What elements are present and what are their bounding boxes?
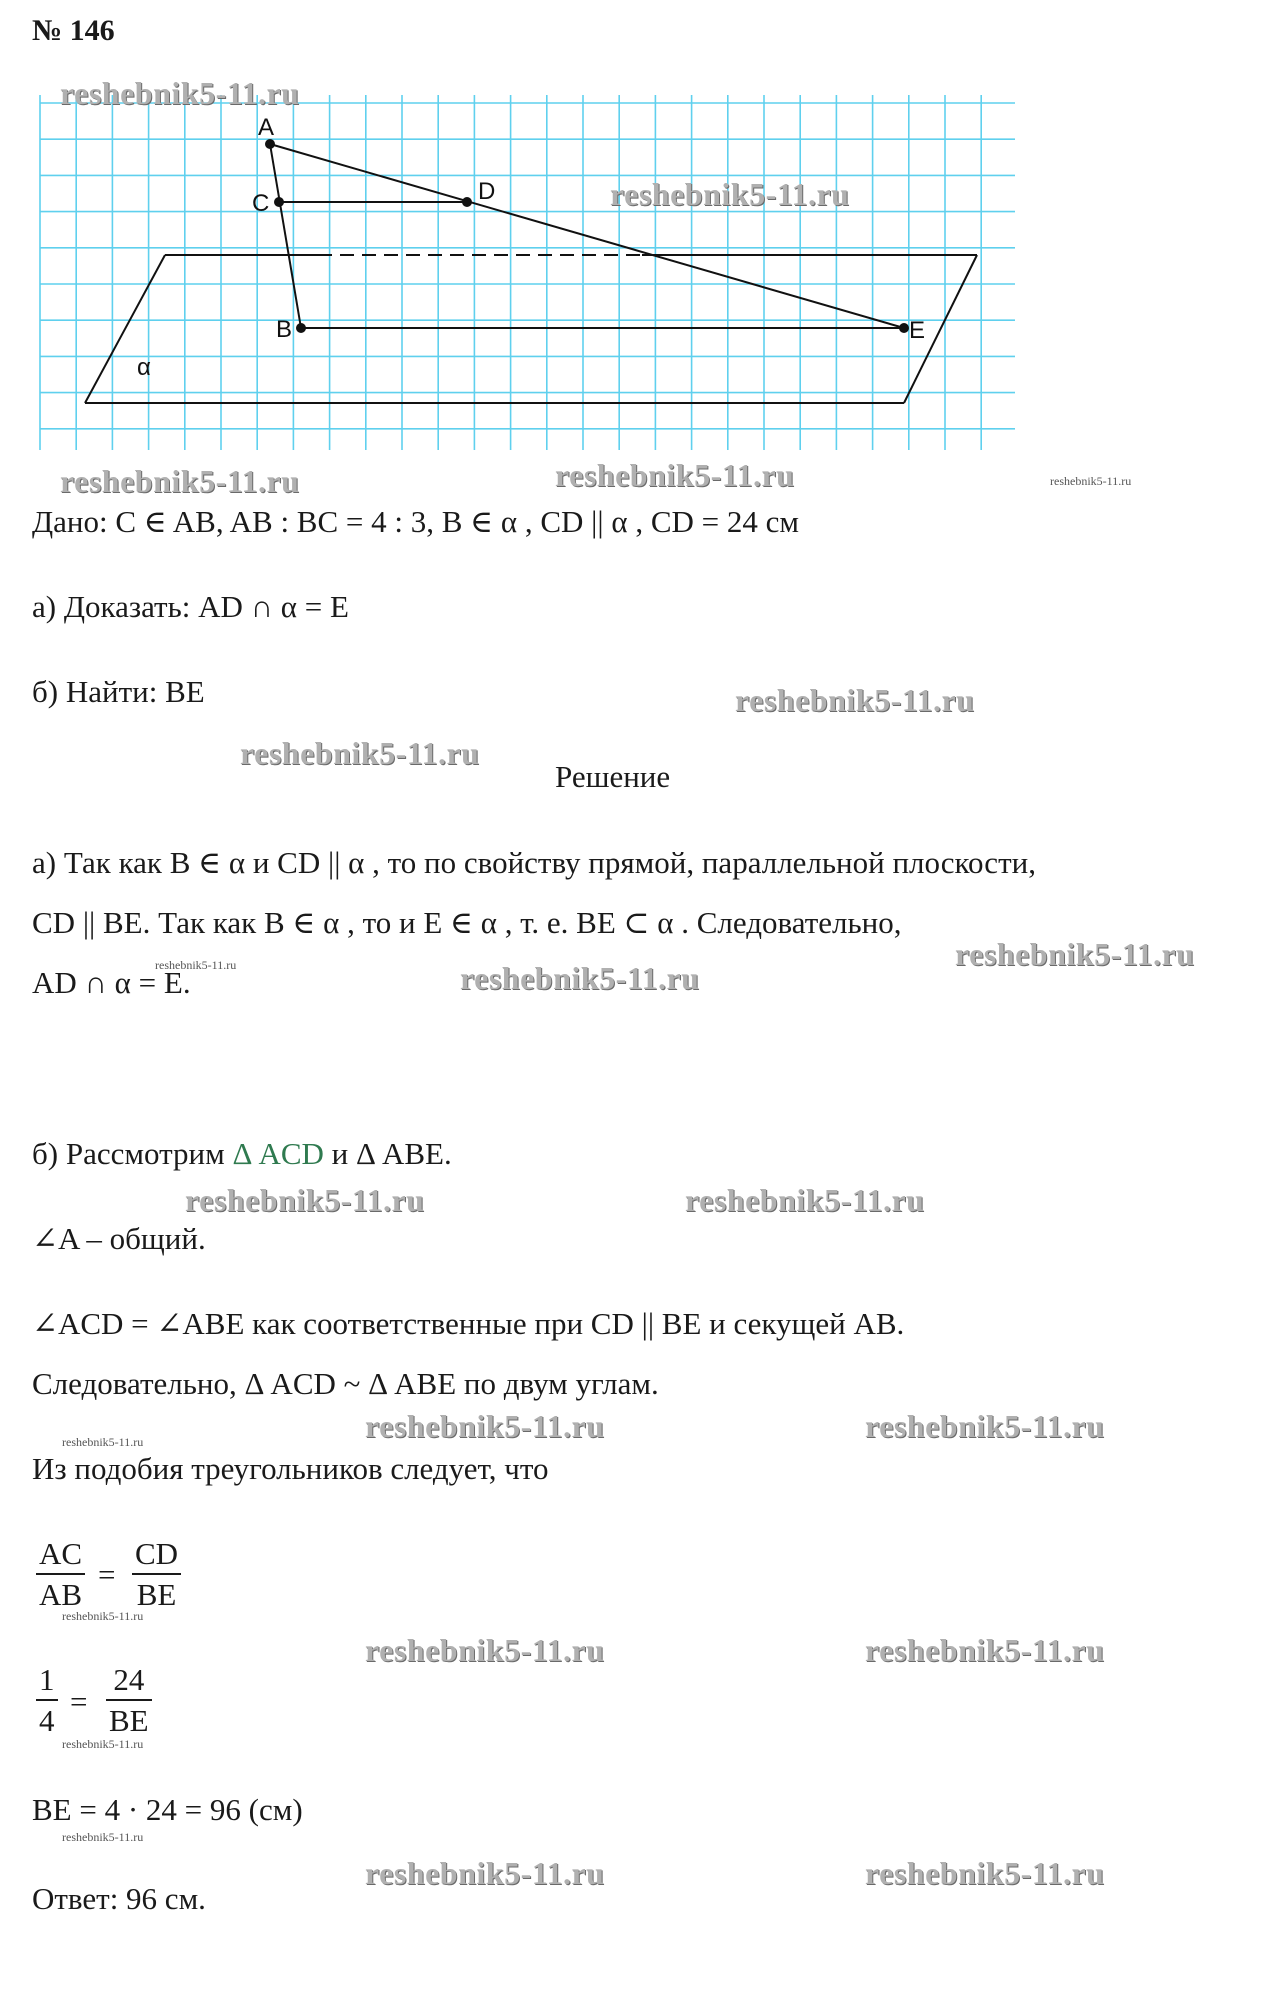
angle-a-common: ∠A – общий. [32,1221,206,1256]
watermark: reshebnik5-11.ru [685,1182,925,1218]
fraction-denominator: AB [36,1573,85,1610]
problem-number: № 146 [32,14,115,47]
watermark-small: reshebnik5-11.ru [62,1830,144,1844]
angles-equal: ∠ACD = ∠ABE как соответственные при CD || BE и секущей AB. [32,1306,905,1341]
label-c: C [252,190,270,217]
fraction-denominator: 4 [36,1699,58,1736]
fraction-ac-ab [36,1538,85,1610]
given-line: Дано: C ∈ AB, AB : BC = 4 : 3, B ∈ α , CD || α , CD = 24 см [32,504,800,539]
watermark: reshebnik5-11.ru [865,1408,1105,1444]
task-a: а) Доказать: AD ∩ α = E [32,589,349,624]
watermark: reshebnik5-11.ru [240,735,480,771]
watermark: reshebnik5-11.ru [60,463,300,499]
label-e: E [909,317,926,344]
fraction-24-be [106,1664,152,1736]
watermark: reshebnik5-11.ru [365,1408,605,1444]
part-a-line3: AD ∩ α = E. [32,965,191,1000]
label-b: B [276,316,293,343]
similarity-line: Следовательно, Δ ACD ~ Δ ABE по двум углам. [32,1366,659,1401]
watermark: reshebnik5-11.ru [865,1632,1105,1668]
part-a-line1: а) Так как B ∈ α и CD || α , то по свойству прямой, параллельной плоскости, [32,845,1036,880]
watermark: reshebnik5-11.ru [60,75,300,111]
watermark: reshebnik5-11.ru [365,1632,605,1668]
fraction-denominator: BE [132,1573,181,1610]
watermark-small: reshebnik5-11.ru [1050,474,1132,488]
grid-background [40,95,1015,450]
watermark-small: reshebnik5-11.ru [155,958,237,972]
watermark: reshebnik5-11.ru [610,176,850,212]
watermark: reshebnik5-11.ru [460,960,700,996]
label-d: D [478,178,496,205]
watermark-small: reshebnik5-11.ru [62,1609,144,1623]
watermark-small: reshebnik5-11.ru [62,1435,144,1449]
equals-sign: = [98,1557,116,1592]
fraction-1-4 [36,1664,58,1736]
equals-sign: = [70,1684,88,1719]
part-a-line2: CD || BE. Так как B ∈ α , то и E ∈ α , т. е. BE ⊂ α . Следовательно, [32,905,902,940]
fraction-cd-be [132,1538,181,1610]
label-a: A [258,114,275,141]
consider-suffix: и Δ ABE. [323,1136,452,1171]
watermark: reshebnik5-11.ru [865,1855,1105,1891]
watermark: reshebnik5-11.ru [365,1855,605,1891]
geometry-figure [30,95,1020,455]
watermark: reshebnik5-11.ru [185,1182,425,1218]
watermark: reshebnik5-11.ru [955,936,1195,972]
fraction-numerator: 1 [39,1662,55,1697]
fraction-numerator: 24 [113,1662,145,1697]
watermark: reshebnik5-11.ru [735,682,975,718]
watermark-small: reshebnik5-11.ru [62,1737,144,1751]
consider-acd: Δ ACD [232,1136,324,1171]
watermark: reshebnik5-11.ru [555,457,795,493]
calculation: BE = 4 · 24 = 96 (см) [32,1792,303,1827]
part-b-consider [32,1138,452,1169]
consider-prefix: б) Рассмотрим [32,1136,233,1171]
fraction-denominator: BE [106,1699,152,1736]
solution-title: Решение [555,759,671,794]
from-similarity: Из подобия треугольников следует, что [32,1451,549,1486]
label-alpha: α [137,354,151,381]
fraction-numerator: CD [135,1536,179,1571]
task-b: б) Найти: BE [32,674,205,709]
answer: Ответ: 96 см. [32,1881,206,1916]
fraction-numerator: AC [39,1536,83,1571]
